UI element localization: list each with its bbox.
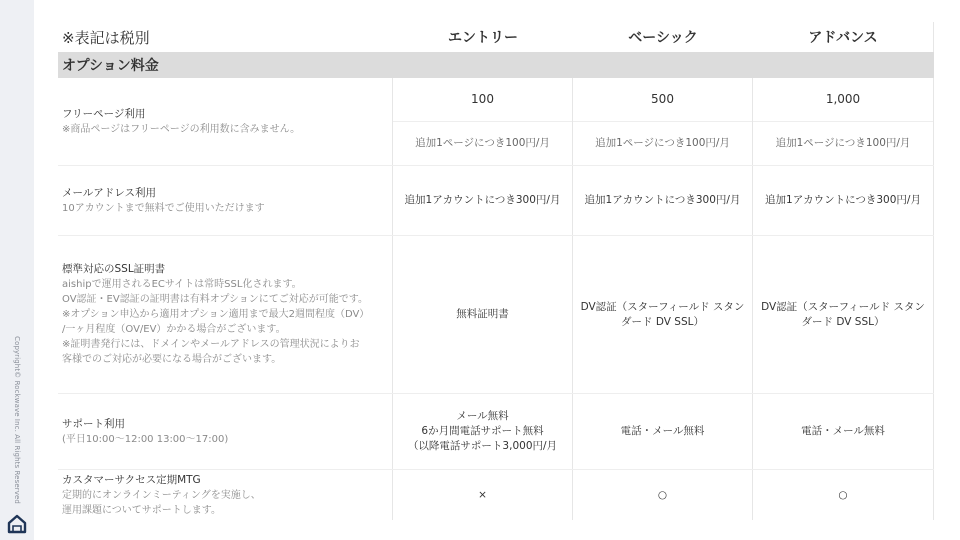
table-header bbox=[58, 22, 934, 52]
ssl-value bbox=[393, 236, 573, 393]
table-row bbox=[58, 394, 934, 470]
row-note: (平日10:00〜12:00 13:00〜17:00) bbox=[62, 433, 229, 445]
row-title: フリーページ利用 bbox=[62, 107, 146, 120]
side-bar bbox=[0, 0, 34, 540]
row-note: ※商品ページはフリーページの利用数に含みません。 bbox=[62, 123, 301, 135]
support-line: 電話・メール無料 bbox=[620, 425, 705, 437]
ssl-value bbox=[573, 236, 753, 393]
page-extra-price: 追加1ページにつき100円/月 bbox=[415, 137, 550, 149]
support-line: メール無料 bbox=[456, 410, 509, 422]
table-row bbox=[58, 236, 934, 394]
section-title: オプション料金 bbox=[58, 52, 934, 78]
mtg-mark: × bbox=[393, 470, 573, 520]
support-value bbox=[573, 394, 753, 469]
row-note-line: aishipで運用されるECサイトは常時SSL化されます。 bbox=[62, 279, 302, 290]
row-label bbox=[58, 166, 393, 235]
tax-note: ※表記は税別 bbox=[62, 28, 150, 47]
support-value bbox=[753, 394, 934, 469]
row-label bbox=[58, 394, 393, 469]
row-note-line: 客様でのご対応が必要になる場合がございます。 bbox=[62, 354, 282, 365]
row-label bbox=[58, 78, 393, 165]
table-row bbox=[58, 166, 934, 236]
ssl-line: 無料証明書 bbox=[456, 308, 509, 320]
row-label bbox=[58, 470, 393, 520]
plan-entry: エントリー bbox=[448, 30, 518, 46]
row-note: 10アカウントまで無料でご使用いただけます bbox=[62, 202, 265, 214]
page-count: 500 bbox=[573, 78, 752, 122]
plan-basic: ベーシック bbox=[628, 30, 698, 46]
row-label bbox=[58, 236, 393, 393]
table-row bbox=[58, 78, 934, 166]
mtg-mark: ○ bbox=[753, 470, 934, 520]
support-line: 6か月間電話サポート無料 bbox=[421, 425, 544, 437]
row-title: 標準対応のSSL証明書 bbox=[62, 263, 166, 275]
page-extra-price: 追加1ページにつき100円/月 bbox=[595, 137, 730, 149]
mail-price: 追加1アカウントにつき300円/月 bbox=[753, 166, 934, 235]
ssl-value bbox=[753, 236, 934, 393]
support-line: （以降電話サポート3,000円/月 bbox=[407, 440, 558, 452]
row-note-line: /一ヶ月程度（OV/EV）かかる場合がございます。 bbox=[62, 324, 286, 335]
row-note-line: ※証明書発行には、ドメインやメールアドレスの管理状況によりお bbox=[62, 339, 360, 350]
ssl-line: DV認証（スターフィールド スタン bbox=[580, 300, 745, 313]
ssl-line: ダード DV SSL） bbox=[801, 315, 885, 328]
support-value bbox=[393, 394, 573, 469]
mail-price: 追加1アカウントにつき300円/月 bbox=[393, 166, 573, 235]
mail-price: 追加1アカウントにつき300円/月 bbox=[573, 166, 753, 235]
row-note-line: ※オプション申込から適用オプション適用まで最大2週間程度（DV） bbox=[62, 309, 370, 320]
row-note-line: 運用課題についてサポートします。 bbox=[62, 504, 221, 516]
mtg-mark: ○ bbox=[573, 470, 753, 520]
ssl-line: DV認証（スターフィールド スタン bbox=[761, 300, 925, 313]
house-logo-icon bbox=[7, 514, 27, 534]
support-line: 電話・メール無料 bbox=[801, 425, 885, 437]
page-count: 1,000 bbox=[753, 78, 933, 122]
plan-cell bbox=[753, 78, 934, 165]
plan-cell bbox=[393, 78, 573, 165]
page-extra-price: 追加1ページにつき100円/月 bbox=[775, 137, 911, 149]
ssl-line: ダード DV SSL） bbox=[621, 315, 704, 328]
row-title: カスタマーサクセス定期MTG bbox=[62, 473, 201, 486]
row-title: メールアドレス利用 bbox=[62, 186, 156, 199]
page-count: 100 bbox=[393, 78, 572, 122]
table-row bbox=[58, 470, 934, 520]
row-note-line: 定期的にオンラインミーティングを実施し、 bbox=[62, 489, 261, 501]
copyright-text: Copyright© Rockwave Inc. All Rights Reserved bbox=[13, 336, 21, 504]
row-title: サポート利用 bbox=[62, 417, 125, 430]
plan-cell bbox=[573, 78, 753, 165]
plan-advance: アドバンス bbox=[753, 22, 934, 52]
pricing-table bbox=[58, 22, 934, 520]
row-note-line: OV認証・EV認証の証明書は有料オプションにてご対応が可能です。 bbox=[62, 294, 368, 305]
